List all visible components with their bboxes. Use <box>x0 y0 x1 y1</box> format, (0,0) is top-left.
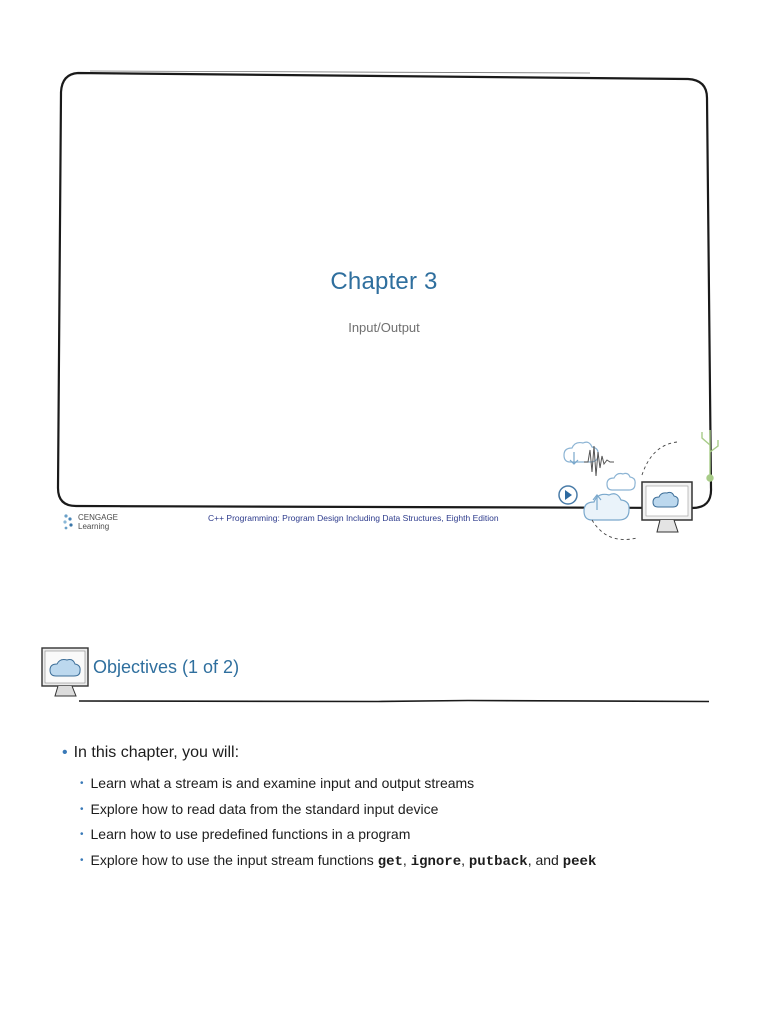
chapter-subtitle: Input/Output <box>348 320 420 335</box>
slide-footer: C++ Programming: Program Design Including Data Structures, Eighth Edition <box>208 513 499 523</box>
code-peek: peek <box>562 853 597 870</box>
cengage-logo-icon <box>62 512 76 532</box>
bullet-dot: • <box>80 778 84 789</box>
objectives-list <box>80 772 596 874</box>
list-item <box>80 823 596 849</box>
bullet-dot: • <box>80 829 84 840</box>
cengage-logo <box>62 510 132 536</box>
separator: , <box>461 851 469 868</box>
bullet-dot: • <box>80 803 84 815</box>
separator: , and <box>527 851 563 868</box>
list-item <box>80 849 596 875</box>
list-item-text: Learn how to use predefined functions in a program <box>90 826 411 842</box>
intro-text: In this chapter, you will: <box>73 744 240 761</box>
slide-title: Objectives (1 of 2) <box>93 657 240 677</box>
bullet-dot: • <box>62 744 68 761</box>
objectives-slide <box>0 600 768 900</box>
logo-line1: CENGAGE <box>78 513 119 522</box>
cloud-monitor-icon <box>40 646 90 698</box>
list-item-text: Explore how to use the input stream functions <box>90 851 378 868</box>
chapter-title: Chapter 3 <box>330 268 438 295</box>
code-ignore: ignore <box>410 853 462 870</box>
list-item-text: Learn what a stream is and examine input and output streams <box>90 775 475 791</box>
cloud-network-decoration <box>552 420 732 550</box>
bullet-intro <box>62 744 239 762</box>
list-item <box>80 772 596 798</box>
logo-line2: Learning <box>78 522 110 531</box>
code-get: get <box>377 853 403 870</box>
title-underline <box>78 698 710 704</box>
list-item-text: Explore how to read data from the standard input device <box>90 800 439 817</box>
separator: , <box>402 851 411 868</box>
code-putback: putback <box>468 853 528 870</box>
list-item <box>80 798 596 824</box>
bullet-dot: • <box>80 854 84 866</box>
